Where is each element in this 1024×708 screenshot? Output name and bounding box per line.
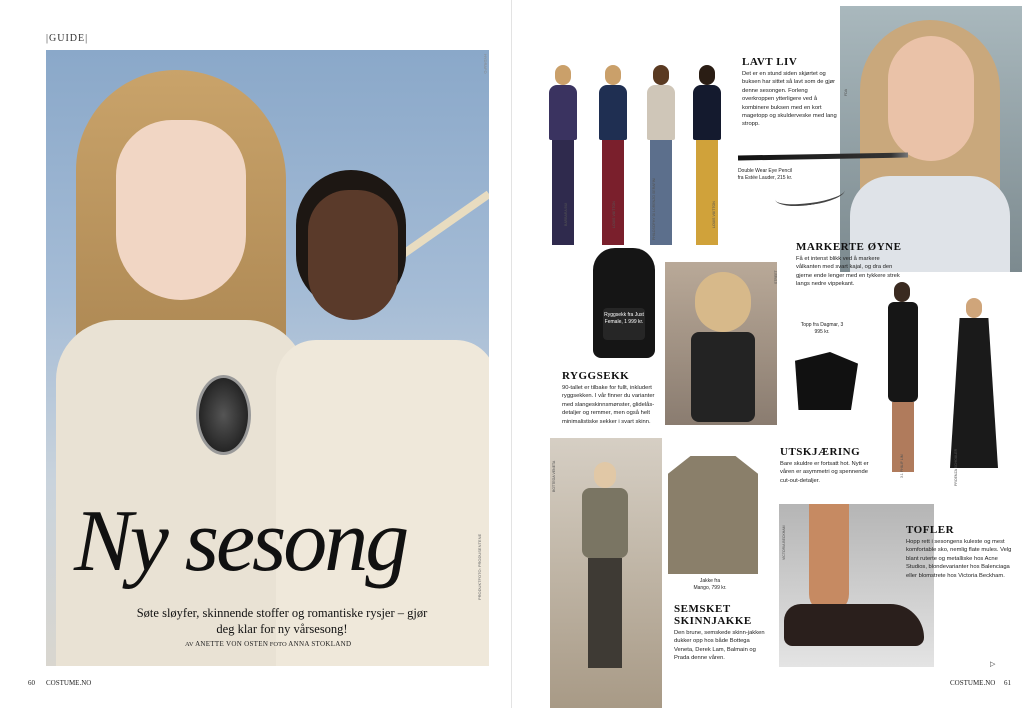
continue-arrow-icon: ▷ bbox=[990, 661, 996, 668]
hero-credit: HYDRAFO bbox=[483, 54, 488, 74]
tofler-body: Hopp rett i sesongens kuleste og mest komfortable sko, nemlig flate mules. Velg blant ruterte og metalliske hos Acne Studios, blondevarianter hos Balenciaga eller blomstrete hos Victoria Beckham. bbox=[906, 539, 1012, 579]
street-style-backpack bbox=[665, 262, 777, 425]
looks-caption: 3.1 PHILIP LIM bbox=[900, 454, 904, 478]
folio-number-left: 60 bbox=[28, 679, 35, 687]
runway-caption: LOUIS VUITTON bbox=[612, 201, 616, 228]
semsket-headline-1: SEMSKET bbox=[674, 603, 731, 615]
mule-shoe bbox=[784, 604, 924, 646]
pendant-necklace bbox=[196, 375, 251, 455]
runway-caption: PHILOSOPHY DI LORENZO SERAFINI bbox=[652, 177, 656, 240]
model-2-face bbox=[308, 190, 398, 320]
runway-figure bbox=[546, 65, 580, 245]
jacket-caption: Jakke fra Mango, 799 kr. bbox=[693, 578, 727, 591]
markerte-oyne-headline: MARKERTE ØYNE bbox=[796, 241, 902, 253]
folio-number-right: 61 bbox=[1004, 679, 1011, 687]
utskjaering-headline: UTSKJÆRING bbox=[780, 446, 861, 458]
bottega-runway-look bbox=[550, 438, 662, 708]
byline bbox=[185, 640, 351, 648]
backpack-product bbox=[593, 248, 655, 358]
portrait-credit: FDA bbox=[844, 89, 848, 96]
suede-jacket-product bbox=[668, 456, 758, 574]
lavt-liv-body: Det er en stund siden skjørtet og buksen har sittet så lavt som de gjør denne sesongen. Forleng overkroppen ytterligere ved å kombinere buksen med en kort magetopp og skulderveske med lang stropp. bbox=[742, 71, 837, 128]
folio-site-left: COSTUME.NO bbox=[46, 679, 92, 687]
runway-figure bbox=[690, 65, 724, 245]
author: ANETTE VON OSTEN bbox=[195, 640, 269, 648]
portrait-face bbox=[888, 36, 974, 161]
street-bag bbox=[691, 332, 755, 422]
model-1-face bbox=[116, 120, 246, 300]
section-tag: |GUIDE| bbox=[46, 33, 89, 44]
street-credit: STREET bbox=[774, 270, 778, 284]
lead-text: Søte sløyfer, skinnende stoffer og romantiske rysjer – gjør deg klar for ny vårsesong! bbox=[136, 606, 428, 636]
top-product bbox=[788, 352, 858, 410]
byline-prefix: AV bbox=[185, 641, 194, 648]
ryggsekk-headline: RYGGSEKK bbox=[562, 370, 630, 382]
beauty-portrait bbox=[840, 6, 1022, 272]
model-leg bbox=[809, 504, 849, 614]
lavt-liv-headline: LAVT LIV bbox=[742, 56, 798, 68]
bottega-credit: BOTTEGA VENETA bbox=[552, 460, 556, 492]
photo-prefix: FOTO bbox=[269, 641, 287, 648]
backpack-caption: Ryggsekk fra Just Female, 1 999 kr. bbox=[604, 312, 644, 325]
shoe-credit: VICTORIA BECKHAM bbox=[782, 525, 786, 560]
tofler-headline: TOFLER bbox=[906, 524, 955, 536]
product-photo-credit: PRODUKTFOTO: PRODUSENTENE bbox=[477, 533, 482, 600]
markerte-oyne-body: Få et intenst blikk ved å markere vålkanten med svart kajal, og dra den gjerne ende lenger med en tykkere strek langs nedre vippekant. bbox=[796, 256, 900, 288]
pencil-caption: Double Wear Eye Pencil fra Estée Lauder, 215 kr. bbox=[737, 168, 793, 181]
street-hair bbox=[695, 272, 751, 332]
ryggsekk-body: 90-tallet er tilbake for fullt, inkludert ryggsekken. I vår finner du varianter med slangeskinnsmønster, glidelås-detaljer og remmer, men også helt minimalistiske sekker i svart skinn. bbox=[562, 385, 655, 425]
runway-figure bbox=[644, 65, 678, 245]
runway-caption: BARBARA BUI bbox=[564, 202, 568, 226]
photographer: ANNA STOKLAND bbox=[288, 640, 352, 648]
page-title: Ny sesong bbox=[74, 493, 407, 590]
semsket-headline-2: SKINNJAKKE bbox=[674, 615, 752, 627]
top-caption: Topp fra Dagmar, 3 995 kr. bbox=[800, 322, 844, 335]
utskjaering-body: Bare skuldre er fortsatt hot. Nytt er våren er asymmetri og spennende cut-out-detaljer. bbox=[780, 461, 869, 484]
folio-site-right: COSTUME.NO bbox=[950, 679, 996, 687]
looks-caption: PROENZA SCHOULER bbox=[954, 448, 958, 486]
runway-caption: LOUIS VUITTON bbox=[712, 201, 716, 228]
semsket-body: Den brune, semskede skinn-jakken dukker opp hos både Bottega Veneta, Derek Lam, Balmain og Prada denne våren. bbox=[674, 630, 765, 662]
cutout-looks bbox=[878, 282, 1018, 482]
